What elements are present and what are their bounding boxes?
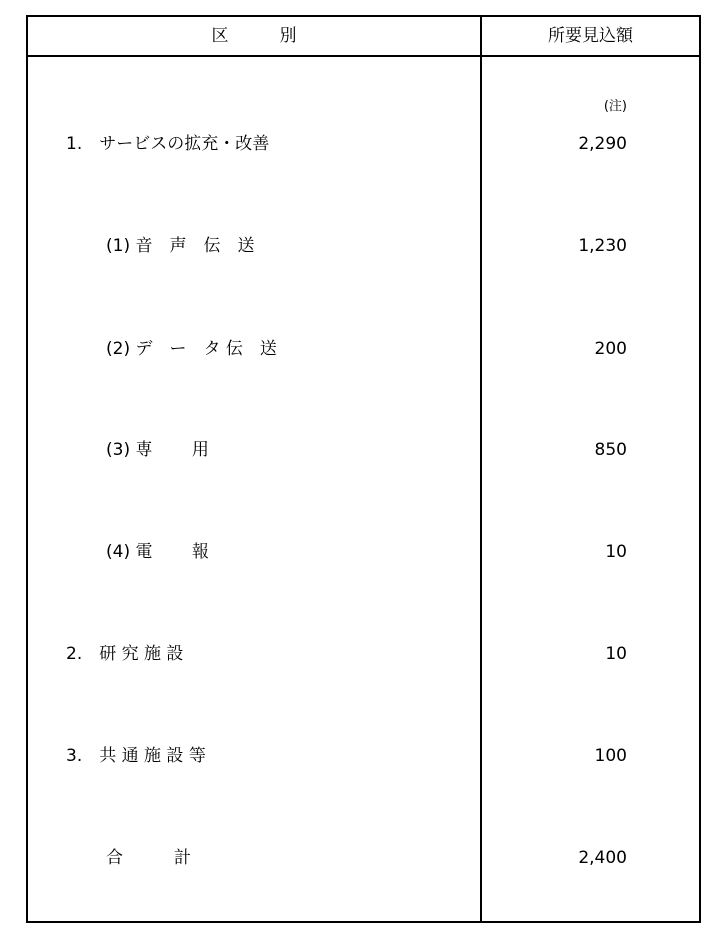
budget-table (26, 15, 701, 923)
header-divider (28, 55, 699, 57)
row-amount-common-facilities: 100 (594, 746, 627, 766)
row-amount-dedicated: 850 (594, 440, 627, 460)
row-amount-research-facilities: 10 (605, 644, 627, 664)
row-amount-telegram: 10 (605, 542, 627, 562)
row-amount-voice-transmission: 1,230 (578, 236, 627, 256)
row-amount-total: 2,400 (578, 848, 627, 868)
row-label-telegram: (4) 電 報 (106, 542, 209, 562)
row-label-dedicated: (3) 専 用 (106, 440, 209, 460)
row-label-common-facilities: 3. 共 通 施 設 等 (66, 746, 206, 766)
header-category: 区 別 (211, 26, 297, 46)
row-label-total: 合 計 (106, 848, 191, 868)
note-marker: (注) (603, 99, 627, 114)
column-divider (480, 17, 482, 921)
row-label-voice-transmission: (1) 音 声 伝 送 (106, 236, 255, 256)
row-amount-data-transmission: 200 (594, 339, 627, 359)
row-label-service-expansion: 1. サービスの拡充・改善 (66, 134, 270, 154)
row-label-research-facilities: 2. 研 究 施 設 (66, 644, 184, 664)
row-label-data-transmission: (2) デ ー タ 伝 送 (106, 339, 277, 359)
header-amount: 所要見込額 (548, 26, 633, 46)
row-amount-service-expansion: 2,290 (578, 134, 627, 154)
